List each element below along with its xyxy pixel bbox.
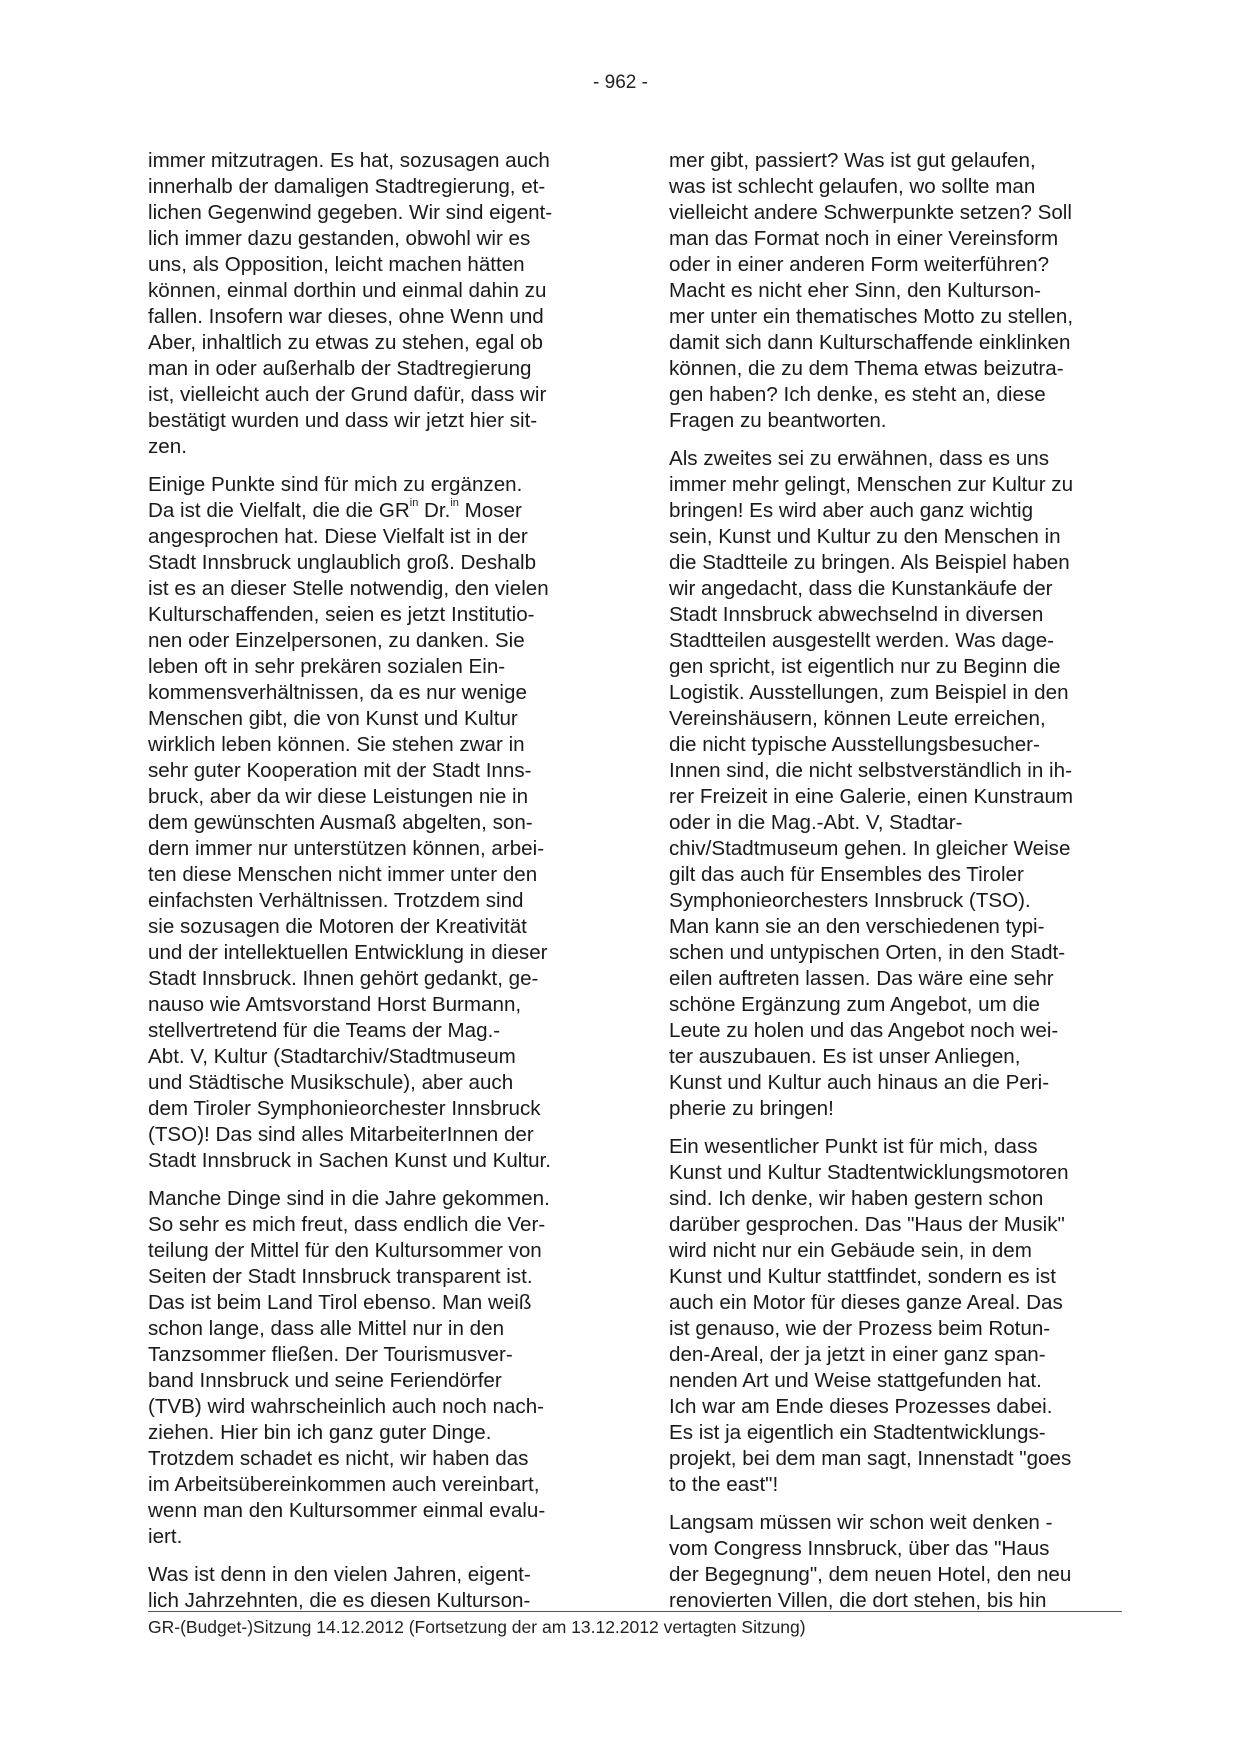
text-line: Leute zu holen und das Angebot noch wei- — [669, 1019, 1059, 1042]
paragraph — [669, 446, 1119, 1122]
text-line: gen spricht, ist eigentlich nur zu Beginn die — [669, 655, 1061, 678]
paragraph — [669, 1134, 1119, 1498]
text-line: sind. Ich denke, wir haben gestern schon — [669, 1187, 1044, 1210]
left-column — [148, 148, 598, 1626]
text-line: man das Format noch in einer Vereinsform — [669, 227, 1059, 250]
text-line-with-superscript: Da ist die Vielfalt, die die $GR^{in}$ Dr.$^{in}$ Moser — [148, 497, 522, 522]
text-line: Kunst und Kultur stattfindet, sondern es ist — [669, 1265, 1056, 1288]
text-line: uns, als Opposition, leicht machen hätten — [148, 253, 525, 276]
text-line: wir angedacht, dass die Kunstankäufe der — [669, 577, 1053, 600]
superscript: in — [450, 497, 459, 510]
text-line: nauso wie Amtsvorstand Horst Burmann, — [148, 993, 522, 1016]
text-line: oder in einer anderen Form weiterführen? — [669, 253, 1050, 276]
text-line: ist es an dieser Stelle notwendig, den vielen — [148, 577, 549, 600]
text-line: innerhalb der damaligen Stadtregierung, et- — [148, 175, 546, 198]
text-line: renovierten Villen, die dort stehen, bis hin — [669, 1589, 1047, 1612]
text-line: Stadt Innsbruck. Ihnen gehört gedankt, ge- — [148, 967, 539, 990]
text-line: sehr guter Kooperation mit der Stadt Inns- — [148, 759, 532, 782]
text-line: Kunst und Kultur Stadtentwicklungsmotoren — [669, 1161, 1069, 1184]
text-line: zen. — [148, 435, 187, 458]
text-line: was ist schlecht gelaufen, wo sollte man — [669, 175, 1036, 198]
text-line: ten diese Menschen nicht immer unter den — [148, 863, 538, 886]
text-line: ziehen. Hier bin ich ganz guter Dinge. — [148, 1421, 492, 1444]
paragraph — [669, 1510, 1119, 1614]
text-line: oder in die Mag.-Abt. V, Stadtar- — [669, 811, 963, 834]
text-line: Seiten der Stadt Innsbruck transparent ist. — [148, 1265, 533, 1288]
text-line: rer Freizeit in eine Galerie, einen Kunstraum — [669, 785, 1074, 808]
text-line: Stadt Innsbruck abwechselnd in diversen — [669, 603, 1044, 626]
text-line: einfachsten Verhältnissen. Trotzdem sind — [148, 889, 524, 912]
text-line: Als zweites sei zu erwähnen, dass es uns — [669, 447, 1050, 470]
paragraph — [148, 148, 598, 460]
text-line: Kulturschaffenden, seien es jetzt Institutio- — [148, 603, 535, 626]
text-line: damit sich dann Kulturschaffende einklinken — [669, 331, 1071, 354]
text-line: Langsam müssen wir schon weit denken - — [669, 1511, 1053, 1534]
text-line: dem Tiroler Symphonieorchester Innsbruck — [148, 1097, 541, 1120]
text-line: bestätigt wurden und dass wir jetzt hier sit- — [148, 409, 538, 432]
text-line: wird nicht nur ein Gebäude sein, in dem — [669, 1239, 1032, 1262]
text-line: Das ist beim Land Tirol ebenso. Man weiß — [148, 1291, 532, 1314]
footer-text: GR-(Budget-)Sitzung 14.12.2012 (Fortsetzung der am 13.12.2012 vertagten Sitzung) — [148, 1617, 806, 1637]
text-line: Ein wesentlicher Punkt ist für mich, dass — [669, 1135, 1038, 1158]
text-line: chiv/Stadtmuseum gehen. In gleicher Weise — [669, 837, 1071, 860]
paragraph — [148, 1186, 598, 1550]
text-line: Einige Punkte sind für mich zu ergänzen. — [148, 473, 523, 496]
text-line: wirklich leben können. Sie stehen zwar in — [148, 733, 525, 756]
text-line: sein, Kunst und Kultur zu den Menschen in — [669, 525, 1061, 548]
text-line: (TVB) wird wahrscheinlich auch noch nach- — [148, 1395, 545, 1418]
right-column — [669, 148, 1119, 1626]
text-line: Fragen zu beantworten. — [669, 409, 887, 432]
text-line: nenden Art und Weise stattgefunden hat. — [669, 1369, 1042, 1392]
text-line: band Innsbruck und seine Feriendörfer — [148, 1369, 502, 1392]
text-line: Symphonieorchesters Innsbruck (TSO). — [669, 889, 1031, 912]
text-line: ist genauso, wie der Prozess beim Rotun- — [669, 1317, 1051, 1340]
text-line: lich immer dazu gestanden, obwohl wir es — [148, 227, 531, 250]
text-line: So sehr es mich freut, dass endlich die Ver- — [148, 1213, 546, 1236]
text-line: lichen Gegenwind gegeben. Wir sind eigent- — [148, 201, 553, 224]
text-line: Innen sind, die nicht selbstverständlich in ih- — [669, 759, 1072, 782]
text-line: gen haben? Ich denke, es steht an, diese — [669, 383, 1046, 406]
text-line: Macht es nicht eher Sinn, den Kulturson- — [669, 279, 1042, 302]
text-line: Man kann sie an den verschiedenen typi- — [669, 915, 1045, 938]
text-line: Stadtteilen ausgestellt werden. Was dage- — [669, 629, 1055, 652]
page-number: - 962 - — [593, 72, 648, 93]
text-line: immer mehr gelingt, Menschen zur Kultur zu — [669, 473, 1074, 496]
text-line: Stadt Innsbruck unglaublich groß. Deshalb — [148, 551, 537, 574]
text-line: ist, vielleicht auch der Grund dafür, dass wir — [148, 383, 547, 406]
text-line: darüber gesprochen. Das "Haus der Musik" — [669, 1213, 1065, 1236]
superscript: in — [409, 497, 419, 510]
text-line: Manche Dinge sind in die Jahre gekommen. — [148, 1187, 550, 1210]
text-line: wenn man den Kultursommer einmal evalu- — [148, 1499, 546, 1522]
text-line: Trotzdem schadet es nicht, wir haben das — [148, 1447, 529, 1470]
text-line: bringen! Es wird aber auch ganz wichtig — [669, 499, 1034, 522]
text-line: nen oder Einzelpersonen, zu danken. Sie — [148, 629, 525, 652]
text-line: teilung der Mittel für den Kultursommer von — [148, 1239, 542, 1262]
text-line: kommensverhältnissen, da es nur wenige — [148, 681, 527, 704]
text-line: stellvertretend für die Teams der Mag.- — [148, 1019, 501, 1042]
text-line: gilt das auch für Ensembles des Tiroler — [669, 863, 1024, 886]
text-line: und der intellektuellen Entwicklung in dieser — [148, 941, 548, 964]
text-line: lich Jahrzehnten, die es diesen Kulturson- — [148, 1589, 531, 1612]
paragraph — [669, 148, 1119, 434]
text-line: und Städtische Musikschule), aber auch — [148, 1071, 514, 1094]
text-line: ter auszubauen. Es ist unser Anliegen, — [669, 1045, 1021, 1068]
text-line: auch ein Motor für dieses ganze Areal. Das — [669, 1291, 1063, 1314]
text-line: der Begegnung", dem neuen Hotel, den neu — [669, 1563, 1072, 1586]
text-line: den-Areal, der ja jetzt in einer ganz span- — [669, 1343, 1046, 1366]
text-line: dem gewünschten Ausmaß abgelten, son- — [148, 811, 533, 834]
text-line: Vereinshäusern, können Leute erreichen, — [669, 707, 1046, 730]
paragraph — [148, 472, 598, 1174]
text-line: immer mitzutragen. Es hat, sozusagen auch — [148, 149, 550, 172]
text-line: im Arbeitsübereinkommen auch vereinbart, — [148, 1473, 540, 1496]
text-line: die nicht typische Ausstellungsbesucher- — [669, 733, 1040, 756]
text-line: die Stadtteile zu bringen. Als Beispiel haben — [669, 551, 1070, 574]
text-line: iert. — [148, 1525, 183, 1548]
text-line: Logistik. Ausstellungen, zum Beispiel in den — [669, 681, 1069, 704]
text-line: Stadt Innsbruck in Sachen Kunst und Kultur. — [148, 1149, 551, 1172]
text-line: schöne Ergänzung zum Angebot, um die — [669, 993, 1040, 1016]
text-line: mer gibt, passiert? Was ist gut gelaufen, — [669, 149, 1036, 172]
text-line: eilen auftreten lassen. Das wäre eine sehr — [669, 967, 1054, 990]
text-line: Tanzsommer fließen. Der Tourismusver- — [148, 1343, 513, 1366]
text-line: mer unter ein thematisches Motto zu stellen, — [669, 305, 1074, 328]
text-line: vielleicht andere Schwerpunkte setzen? Soll — [669, 201, 1072, 224]
text-line: fallen. Insofern war dieses, ohne Wenn und — [148, 305, 544, 328]
text-line: leben oft in sehr prekären sozialen Ein- — [148, 655, 506, 678]
text-line: schon lange, dass alle Mittel nur in den — [148, 1317, 505, 1340]
text-line: man in oder außerhalb der Stadtregierung — [148, 357, 532, 380]
text-line: Ich war am Ende dieses Prozesses dabei. — [669, 1395, 1053, 1418]
text-line: to the east"! — [669, 1473, 779, 1496]
text-line: vom Congress Innsbruck, über das "Haus — [669, 1537, 1050, 1560]
text-line: (TSO)! Das sind alles MitarbeiterInnen der — [148, 1123, 534, 1146]
text-line: können, die zu dem Thema etwas beizutra- — [669, 357, 1064, 380]
text-line: Abt. V, Kultur (Stadtarchiv/Stadtmuseum — [148, 1045, 516, 1068]
text-line: Kunst und Kultur auch hinaus an die Peri- — [669, 1071, 1050, 1094]
text-line: pherie zu bringen! — [669, 1097, 834, 1120]
text-line: Es ist ja eigentlich ein Stadtentwicklungs- — [669, 1421, 1046, 1444]
text-line: schen und untypischen Orten, in den Stadt- — [669, 941, 1066, 964]
text-line: bruck, aber da wir diese Leistungen nie in — [148, 785, 529, 808]
text-line: Aber, inhaltlich zu etwas zu stehen, egal ob — [148, 331, 543, 354]
text-line: Was ist denn in den vielen Jahren, eigent- — [148, 1563, 531, 1586]
footer-divider — [148, 1611, 1122, 1612]
paragraph — [148, 1562, 598, 1614]
text-line: angesprochen hat. Diese Vielfalt ist in der — [148, 525, 528, 548]
text-line: Menschen gibt, die von Kunst und Kultur — [148, 707, 518, 730]
text-line: können, einmal dorthin und einmal dahin zu — [148, 279, 547, 302]
text-line: sie sozusagen die Motoren der Kreativität — [148, 915, 527, 938]
text-line: projekt, bei dem man sagt, Innenstadt "goes — [669, 1447, 1072, 1470]
text-line: dern immer nur unterstützen können, arbei- — [148, 837, 545, 860]
